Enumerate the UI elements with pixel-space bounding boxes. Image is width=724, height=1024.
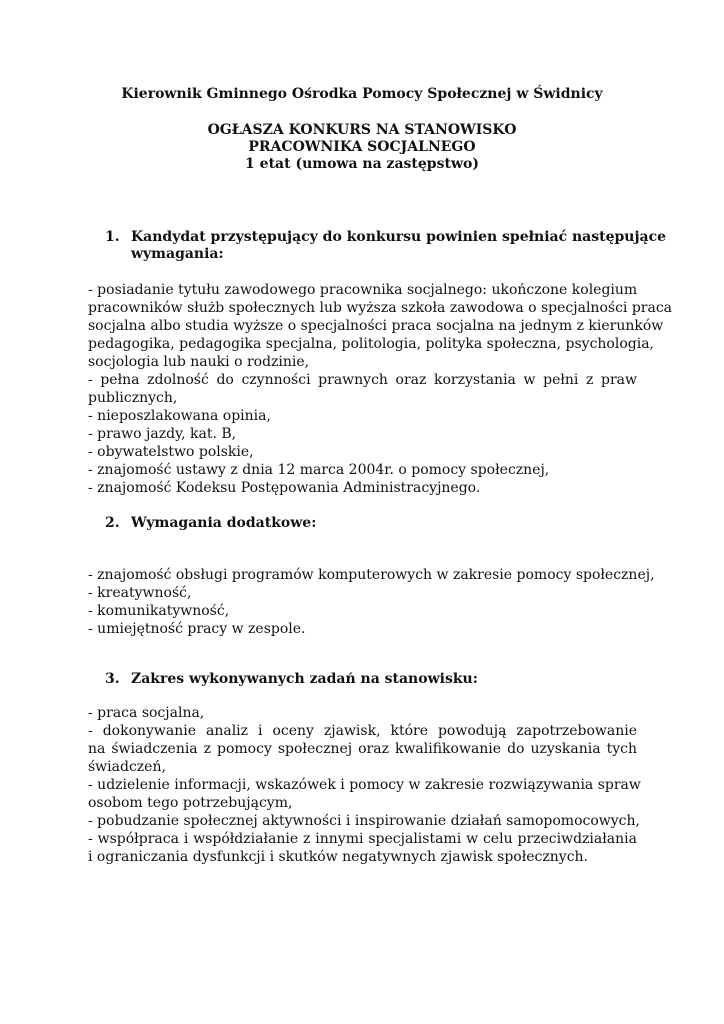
section3-title: Zakres wykonywanych zadań na stanowisku:	[131, 671, 478, 687]
header-announcement: OGŁASZA KONKURS NA STANOWISKO	[207, 122, 517, 138]
section2-number: 2.	[105, 515, 120, 531]
section2-line: - kreatywność,	[88, 585, 192, 601]
section1-number: 1.	[105, 229, 120, 245]
section1-line: socjologia lub nauki o rodzinie,	[88, 354, 310, 370]
section1-line: publicznych,	[88, 390, 178, 406]
section3-number: 3.	[105, 671, 120, 687]
section3-line: - dokonywanie analiz i oceny zjawisk, które powodują zapotrzebowanie	[88, 723, 637, 739]
section2-line: - znajomość obsługi programów komputerowych w zakresie pomocy społecznej,	[88, 567, 655, 583]
section2-line: - komunikatywność,	[88, 603, 230, 619]
section1-line: - znajomość ustawy z dnia 12 marca 2004r. o pomocy społecznej,	[88, 462, 550, 478]
section1-line: - prawo jazdy, kat. B,	[88, 426, 237, 442]
section1-title-line1: Kandydat przystępujący do konkursu powinien spełniać następujące	[131, 229, 667, 245]
section2-line: - umiejętność pracy w zespole.	[88, 621, 306, 637]
section1-heading	[105, 229, 131, 245]
section1-line: - posiadanie tytułu zawodowego pracownika socjalnego: ukończone kolegium	[88, 282, 638, 298]
section2-heading	[105, 515, 316, 531]
header-position: PRACOWNIKA SOCJALNEGO	[248, 139, 476, 155]
section1-line: - znajomość Kodeksu Postępowania Administracyjnego.	[88, 480, 481, 496]
section3-line: i ograniczania dysfunkcji i skutków negatywnych zjawisk społecznych.	[88, 849, 589, 865]
header-institution: Kierownik Gminnego Ośrodka Pomocy Społecznej w Świdnicy	[121, 86, 603, 102]
section3-line: - udzielenie informacji, wskazówek i pomocy w zakresie rozwiązywania spraw	[88, 777, 641, 793]
section1-line: - pełna zdolność do czynności prawnych oraz korzystania w pełni z praw	[88, 372, 637, 388]
header-employment: 1 etat (umowa na zastępstwo)	[245, 156, 479, 172]
section3-heading	[105, 671, 478, 687]
section1-line: socjalna albo studia wyższe o specjalności praca socjalna na jednym z kierunków	[88, 318, 664, 334]
section2-title: Wymagania dodatkowe:	[131, 515, 317, 531]
section1-line: - nieposzlakowana opinia,	[88, 408, 271, 424]
section3-line: świadczeń,	[88, 759, 166, 775]
section1-line: - obywatelstwo polskie,	[88, 444, 254, 460]
section3-line: - praca socjalna,	[88, 705, 205, 721]
section3-line: - pobudzanie społecznej aktywności i inspirowanie działań samopomocowych,	[88, 813, 640, 829]
section3-line: - współpraca i współdziałanie z innymi specjalistami w celu przeciwdziałania	[88, 831, 637, 847]
section3-line: osobom tego potrzebującym,	[88, 795, 293, 811]
section1-title-line2: wymagania:	[131, 246, 224, 262]
section3-line: na świadczenia z pomocy społecznej oraz kwalifikowanie do uzyskania tych	[88, 741, 637, 757]
section1-line: pedagogika, pedagogika specjalna, politologia, polityka społeczna, psychologia,	[88, 336, 655, 352]
section1-line: pracowników służb społecznych lub wyższa szkoła zawodowa o specjalności praca	[88, 300, 673, 316]
